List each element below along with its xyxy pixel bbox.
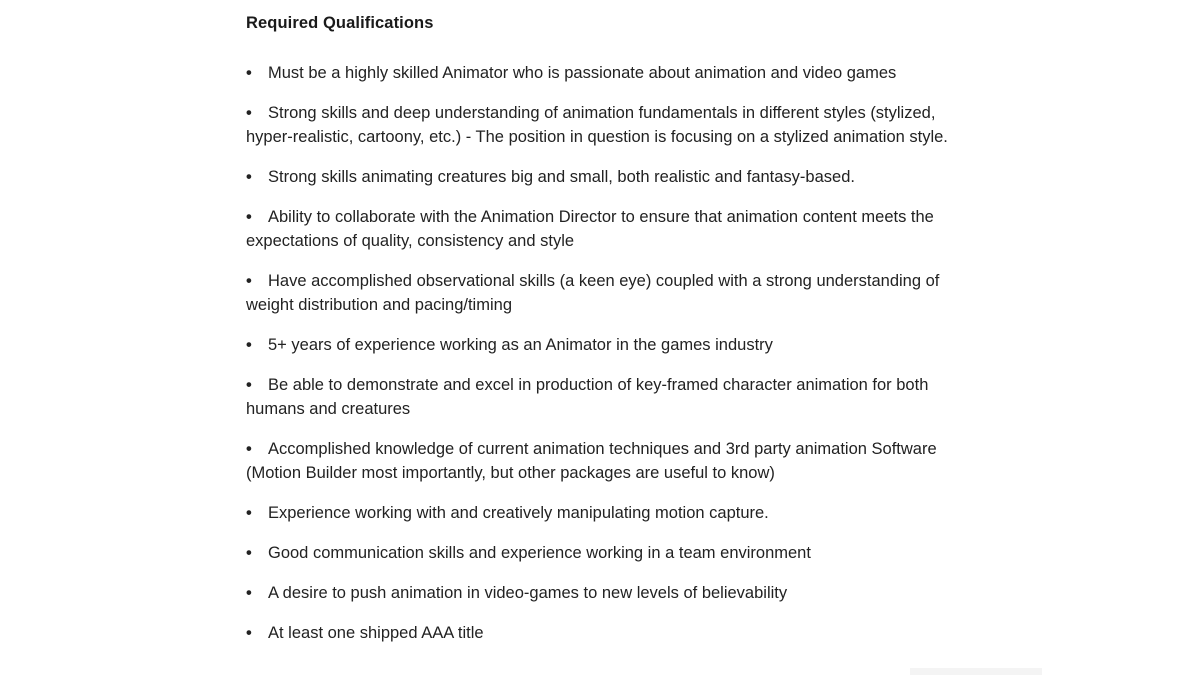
bullet-icon: • xyxy=(246,584,252,602)
bullet-icon: • xyxy=(246,624,252,642)
section-title: Required Qualifications xyxy=(246,14,434,32)
bullet-icon: • xyxy=(246,440,252,458)
bullet-icon: • xyxy=(246,336,252,354)
qualifications-list xyxy=(246,61,976,661)
list-item-text: At least one shipped AAA title xyxy=(268,624,484,642)
list-item xyxy=(246,581,976,605)
list-item-text: Good communication skills and experience working in a team environment xyxy=(268,544,811,562)
list-item-text: 5+ years of experience working as an Animator in the games industry xyxy=(268,336,773,354)
list-item-text: Strong skills and deep understanding of animation fundamentals in different styles (stylized, hyper-realistic, cartoony, etc.) - The position in question is focusing on a stylized animation style. xyxy=(246,104,948,146)
bullet-icon: • xyxy=(246,544,252,562)
bullet-icon: • xyxy=(246,104,252,122)
bullet-icon: • xyxy=(246,168,252,186)
list-item-text: Experience working with and creatively manipulating motion capture. xyxy=(268,504,769,522)
list-item-text: Have accomplished observational skills (a keen eye) coupled with a strong understanding of weight distribution and pacing/timing xyxy=(246,272,940,314)
list-item xyxy=(246,333,976,357)
list-item xyxy=(246,621,976,645)
list-item xyxy=(246,437,976,485)
list-item xyxy=(246,373,976,421)
list-item xyxy=(246,205,976,253)
list-item-text: Ability to collaborate with the Animation Director to ensure that animation content meets the expectations of quality, consistency and style xyxy=(246,208,934,250)
list-item-text: Must be a highly skilled Animator who is passionate about animation and video games xyxy=(268,64,897,82)
scroll-fade-overlay xyxy=(910,668,1042,675)
bullet-icon: • xyxy=(246,64,252,82)
list-item-text: Be able to demonstrate and excel in production of key-framed character animation for both humans and creatures xyxy=(246,376,929,418)
list-item-text: Strong skills animating creatures big and small, both realistic and fantasy-based. xyxy=(268,168,855,186)
list-item xyxy=(246,501,976,525)
bullet-icon: • xyxy=(246,376,252,394)
list-item xyxy=(246,541,976,565)
list-item xyxy=(246,61,976,85)
list-item-text: Accomplished knowledge of current animation techniques and 3rd party animation Software (Motion Builder most importantly, but other packages are useful to know) xyxy=(246,440,937,482)
list-item xyxy=(246,165,976,189)
bullet-icon: • xyxy=(246,272,252,290)
list-item xyxy=(246,101,976,149)
list-item xyxy=(246,269,976,317)
bullet-icon: • xyxy=(246,208,252,226)
bullet-icon: • xyxy=(246,504,252,522)
list-item-text: A desire to push animation in video-games to new levels of believability xyxy=(268,584,788,602)
